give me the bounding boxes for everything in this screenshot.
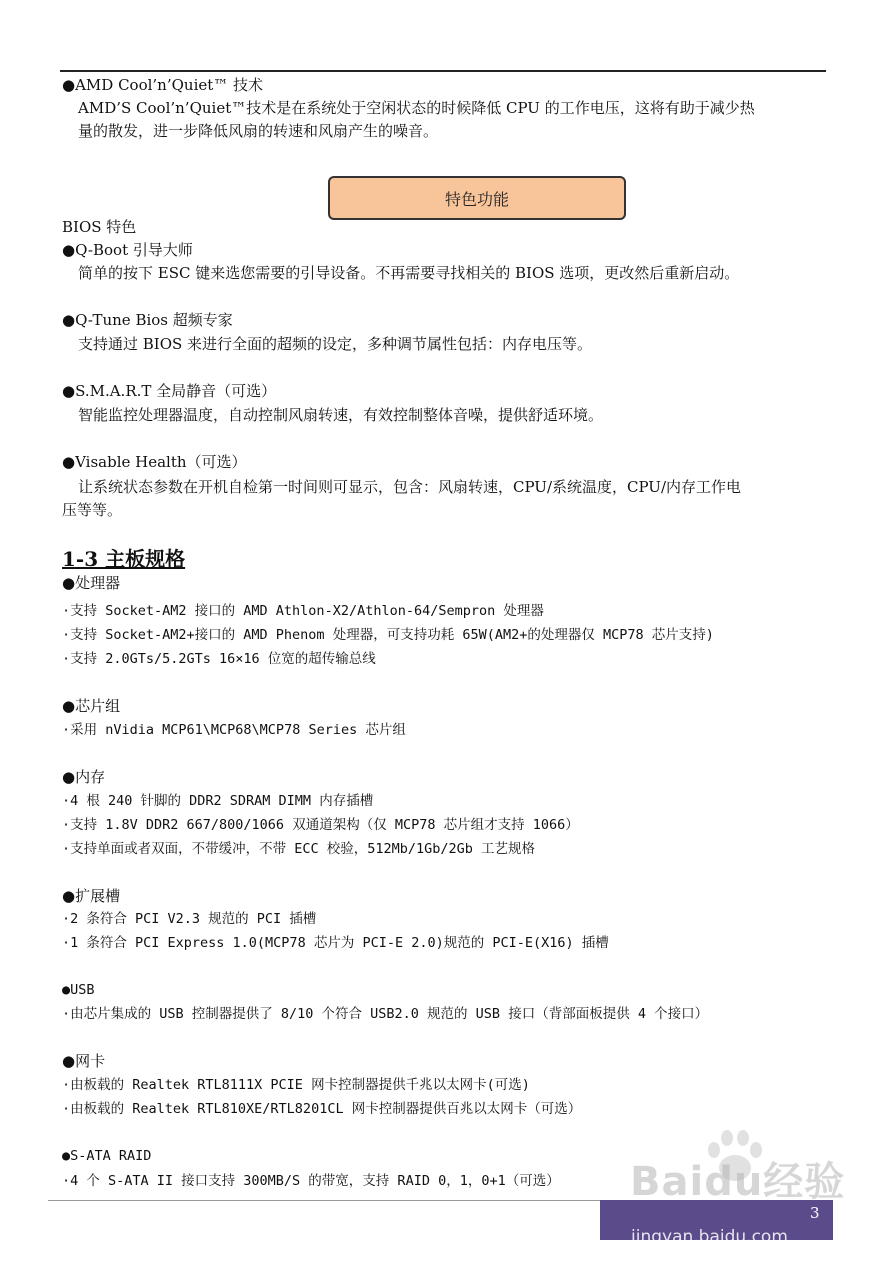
amd-cnq-line-1: AMD’S Cool’n’Quiet™技术是在系统处于空闲状态的时候降低 CPU 的工作电压，这将有助于减少热: [78, 99, 755, 117]
spec-slots-line-2: ·1 条符合 PCI Express 1.0(MCP78 芯片为 PCI-E 2.0)规范的 PCI-E(X16) 插槽: [62, 935, 609, 951]
bios-health-heading: ●Visable Health（可选）: [62, 453, 247, 471]
feature-section-box: [328, 176, 626, 220]
bios-health-text-2: 压等等。: [62, 501, 123, 519]
feature-section-label: 特色功能: [444, 189, 509, 209]
spec-lan-line-1: ·由板载的 Realtek RTL8111X PCIE 网卡控制器提供千兆以太网卡(可选): [62, 1077, 530, 1093]
bios-qtune-text: 支持通过 BIOS 来进行全面的超频的设定，多种调节属性包括：内存电压等。: [78, 335, 593, 353]
spec-cpu-line-2: ·支持 Socket-AM2+接口的 AMD Phenom 处理器，可支持功耗 65W(AM2+的处理器仅 MCP78 芯片支持): [62, 627, 714, 643]
page-number: 3: [810, 1204, 820, 1222]
specs-title: 1-3 主板规格: [62, 547, 186, 571]
spec-usb-heading: ●USB: [62, 982, 95, 998]
bios-health-text-1: 让系统状态参数在开机自检第一时间则可显示，包含：风扇转速，CPU/系统温度，CPU/内存工作电: [78, 478, 742, 496]
spec-chipset-heading: ●芯片组: [62, 697, 121, 715]
spec-memory-heading: ●内存: [62, 768, 106, 786]
spec-memory-line-3: ·支持单面或者双面，不带缓冲，不带 ECC 校验，512Mb/1Gb/2Gb 工艺规格: [62, 841, 536, 857]
baidu-watermark-url: jingyan.baidu.com: [631, 1227, 788, 1247]
spec-chipset-line-1: ·采用 nVidia MCP61\MCP68\MCP78 Series 芯片组: [62, 722, 406, 738]
spec-memory-line-1: ·4 根 240 针脚的 DDR2 SDRAM DIMM 内存插槽: [62, 793, 374, 809]
amd-cnq-line-2: 量的散发，进一步降低风扇的转速和风扇产生的噪音。: [78, 122, 439, 140]
top-rule: [60, 70, 826, 72]
spec-sata-line-1: ·4 个 S-ATA II 接口支持 300MB/S 的带宽，支持 RAID 0，1，0+1（可选）: [62, 1173, 560, 1189]
spec-cpu-line-3: ·支持 2.0GTs/5.2GTs 16×16 位宽的超传输总线: [62, 651, 376, 667]
spec-usb-line-1: ·由芯片集成的 USB 控制器提供了 8/10 个符合 USB2.0 规范的 USB 接口（背部面板提供 4 个接口）: [62, 1006, 709, 1022]
bios-smart-heading: ●S.M.A.R.T 全局静音（可选）: [62, 382, 277, 400]
bios-qboot-heading: ●Q-Boot 引导大师: [62, 241, 193, 259]
spec-memory-line-2: ·支持 1.8V DDR2 667/800/1066 双通道架构（仅 MCP78 芯片组才支持 1066）: [62, 817, 579, 833]
spec-cpu-line-1: ·支持 Socket-AM2 接口的 AMD Athlon-X2/Athlon-64/Sempron 处理器: [62, 603, 544, 619]
baidu-watermark-logo: Baidu经验: [630, 1159, 846, 1205]
bios-qboot-text: 简单的按下 ESC 键来选您需要的引导设备。不再需要寻找相关的 BIOS 选项，更改然后重新启动。: [78, 264, 740, 282]
spec-slots-heading: ●扩展槽: [62, 887, 121, 905]
spec-lan-line-2: ·由板载的 Realtek RTL810XE/RTL8201CL 网卡控制器提供百兆以太网卡（可选）: [62, 1101, 582, 1117]
spec-lan-heading: ●网卡: [62, 1052, 106, 1070]
bios-smart-text: 智能监控处理器温度，自动控制风扇转速，有效控制整体音噪，提供舒适环境。: [78, 406, 604, 424]
bios-title: BIOS 特色: [62, 218, 137, 236]
bios-qtune-heading: ●Q-Tune Bios 超频专家: [62, 311, 233, 329]
spec-sata-heading: ●S-ATA RAID: [62, 1148, 152, 1164]
spec-cpu-heading: ●处理器: [62, 574, 121, 592]
amd-cnq-heading: ●AMD Cool’n’Quiet™ 技术: [62, 76, 264, 94]
spec-slots-line-1: ·2 条符合 PCI V2.3 规范的 PCI 插槽: [62, 911, 317, 927]
